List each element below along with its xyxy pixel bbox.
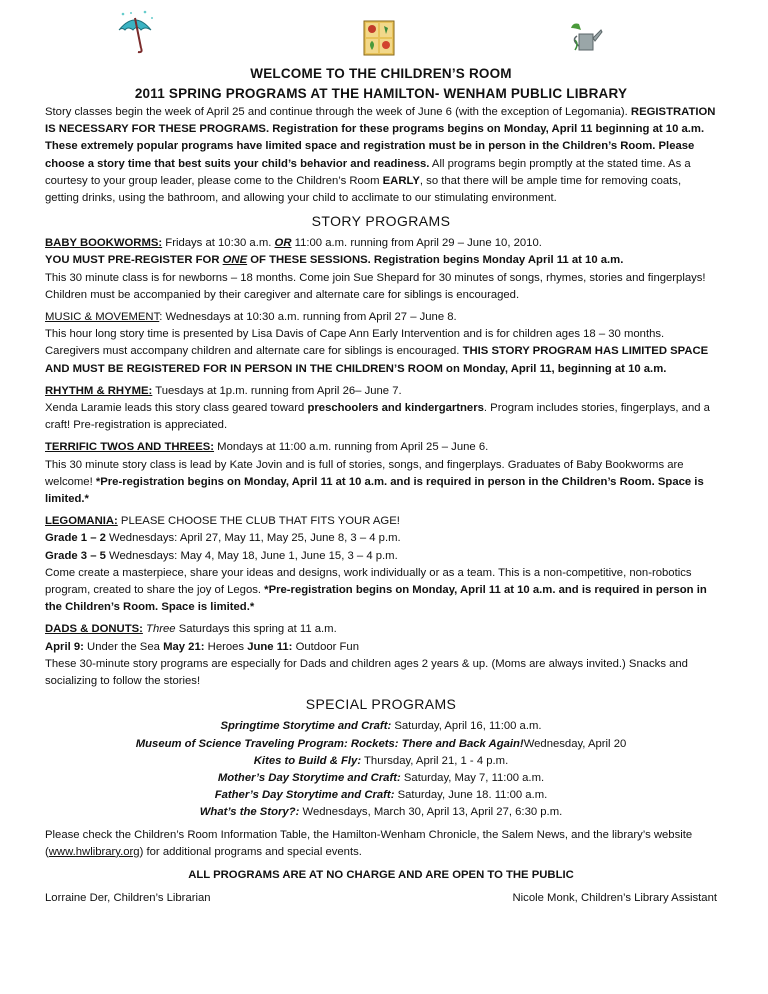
closing-paragraph <box>45 827 717 861</box>
closing-text-1: Please check the Children’s Room Information Table, the Hamilton-Wenham Chronicle, the Salem News, and the library’s website ( <box>45 828 693 858</box>
music-movement-label: MUSIC & MOVEMENT <box>45 311 160 324</box>
special-program-name: Father’s Day Storytime and Craft: <box>214 789 395 802</box>
intro-text-2: All programs begin promptly at the stated time. As a courtesy to your group leader, please come to the Children’s Room <box>45 157 691 187</box>
dads-may-21-label: May 21: <box>163 640 205 653</box>
no-charge-notice: ALL PROGRAMS ARE AT NO CHARGE AND ARE OPEN TO THE PUBLIC <box>188 868 574 881</box>
signature-row <box>45 890 717 907</box>
baby-bookworms-prereg-2: OF THESE SESSIONS. Registration begins Monday April 11 at 10 a.m. <box>247 254 624 267</box>
rhythm-rhyme-desc-2: . Program includes stories, fingerplays, and a craft! Pre-registration is appreciated. <box>45 402 710 432</box>
dads-april-9-theme: Under the Sea <box>83 640 164 653</box>
watering-can-icon <box>567 20 603 54</box>
intro-text-1: Story classes begin the week of April 25 and continue through the week of June 6 (with the exception of Legomania). <box>45 106 628 118</box>
dads-june-11-theme: Outdoor Fun <box>292 640 359 653</box>
dads-donuts-three: Three <box>146 623 176 636</box>
legomania-description: Come create a masterpiece, share your ideas and designs, work individually or as a team. This is a non-competitive, non-robotics program, created to share the joy of Legos. <box>45 566 692 597</box>
legomania-registration: *Pre-registration begins on Monday, April 11 at 10 a.m. and is required in person in the Children’s Room. Space is limited.* <box>45 584 707 614</box>
special-program-item <box>45 804 717 821</box>
baby-bookworms-schedule-2: 11:00 a.m. running from April 29 – June 10, 2010. <box>291 237 542 250</box>
library-website-link[interactable]: www.hwlibrary.org <box>48 845 140 858</box>
legomania-label: LEGOMANIA: <box>45 515 118 528</box>
legomania-grade-3-5-dates: Wednesdays: May 4, May 18, June 1, June 15, 3 – 4 p.m. <box>105 549 398 562</box>
rhythm-rhyme-block <box>45 383 717 435</box>
special-program-item <box>45 718 717 735</box>
baby-bookworms-prereg-1: YOU MUST PRE-REGISTER FOR <box>45 254 223 267</box>
special-program-item <box>45 770 717 787</box>
intro-text-3: , so that there will be ample time for removing coats, getting drinks, using the bathroom, and allowing your child to acclimate to our stimulating environment. <box>45 174 682 205</box>
title-programs: 2011 SPRING PROGRAMS AT THE HAMILTON- WENHAM PUBLIC LIBRARY <box>134 86 628 101</box>
legomania-intro: PLEASE CHOOSE THE CLUB THAT FITS YOUR AGE! <box>117 515 400 528</box>
title-welcome: WELCOME TO THE CHILDREN’S ROOM <box>250 66 512 81</box>
baby-bookworms-block <box>45 235 717 304</box>
terrific-twos-label: TERRIFIC TWOS AND THREES: <box>45 441 215 454</box>
music-movement-schedule: : Wednesdays at 10:30 a.m. running from April 27 – June 8. <box>159 311 457 324</box>
special-program-when: Wednesdays, March 30, April 13, April 27, 6:30 p.m. <box>299 806 563 819</box>
legomania-grade-1-2-dates: Wednesdays: April 27, May 11, May 25, June 8, 3 – 4 p.m. <box>105 532 401 545</box>
special-program-name: Kites to Build & Fly: <box>253 754 362 767</box>
legomania-grade-3-5-label: Grade 3 – 5 <box>45 549 106 562</box>
seed-packet-icon <box>362 20 396 56</box>
special-program-when: Saturday, June 18. 11:00 a.m. <box>394 789 548 802</box>
special-program-when: Wednesday, April 20 <box>523 737 627 750</box>
music-movement-description: This hour long story time is presented by Lisa Davis of Cape Ann Early Intervention and is for children ages 18 – 30 months. Caregivers must accompany children and alternate care for siblings is encouraged. <box>45 328 665 358</box>
baby-bookworms-description: This 30 minute class is for newborns – 18 months. Come join Sue Shepard for 30 minutes of songs, rhymes, stories and fingerplays! Children must be accompanied by their caregiver and alternate care for siblings is encouraged. <box>45 271 706 301</box>
baby-bookworms-or: OR <box>274 237 292 250</box>
umbrella-icon <box>115 10 155 54</box>
dads-may-21-theme: Heroes <box>204 640 248 653</box>
signature-librarian: Lorraine Der, Children’s Librarian <box>45 891 211 904</box>
closing-text-2: ) for additional programs and special events. <box>139 845 362 858</box>
rhythm-rhyme-label: RHYTHM & RHYME: <box>45 384 153 397</box>
special-program-name: What’s the Story?: <box>199 806 300 819</box>
special-program-name: Mother’s Day Storytime and Craft: <box>217 771 401 784</box>
legomania-grade-1-2-label: Grade 1 – 2 <box>45 532 106 545</box>
dads-june-11-label: June 11: <box>247 640 293 653</box>
dads-donuts-description: These 30-minute story programs are especially for Dads and children ages 2 years & up. (Moms are always invited.) Snacks and socializing to follow the stories! <box>45 657 688 688</box>
baby-bookworms-schedule-1: Fridays at 10:30 a.m. <box>162 237 275 250</box>
story-programs-heading: STORY PROGRAMS <box>311 213 451 230</box>
terrific-twos-registration: *Pre-registration begins on Monday, April 11 at 10 a.m. and is required in person in the Children’s Room. Space is limited.* <box>45 475 704 506</box>
flyer-page <box>45 0 717 907</box>
special-program-when: Thursday, April 21, 1 - 4 p.m. <box>361 754 509 767</box>
intro-registration-notice: REGISTRATION IS NECESSARY FOR THESE PROGRAMS. Registration for these programs begins on Monday, April 11 beginning at 10 a.m. These extremely popular programs have limited space and registration must be in person in the Children’s Room. Please choose a story time that best suits your child’s behavior and readiness. <box>45 106 716 170</box>
special-program-item <box>45 787 717 804</box>
music-movement-registration: THIS STORY PROGRAM HAS LIMITED SPACE AND MUST BE REGISTERED FOR IN PERSON IN THE CHILDREN’S ROOM on Monday, April 11, beginning at 10 a.m. <box>45 345 709 375</box>
dads-donuts-label: DADS & DONUTS: <box>45 623 143 636</box>
legomania-block <box>45 513 717 616</box>
terrific-twos-schedule: Mondays at 11:00 a.m. running from April 25 – June 6. <box>214 441 489 454</box>
special-program-item <box>45 753 717 770</box>
special-program-when: Saturday, May 7, 11:00 a.m. <box>400 771 545 784</box>
dads-donuts-block <box>45 621 717 690</box>
intro-early: EARLY <box>382 174 420 187</box>
special-program-name: Springtime Storytime and Craft: <box>220 720 392 733</box>
baby-bookworms-label: BABY BOOKWORMS: <box>45 237 163 250</box>
music-movement-block <box>45 309 717 378</box>
rhythm-rhyme-desc-1: Xenda Laramie leads this story class geared toward <box>45 402 308 415</box>
baby-bookworms-one: ONE <box>222 254 248 267</box>
rhythm-rhyme-audience: preschoolers and kindergartners <box>307 402 484 415</box>
rhythm-rhyme-schedule: Tuesdays at 1p.m. running from April 26– June 7. <box>152 384 402 397</box>
signature-assistant: Nicole Monk, Children’s Library Assistant <box>512 891 717 904</box>
special-programs-heading: SPECIAL PROGRAMS <box>305 696 457 713</box>
special-program-when: Saturday, April 16, 11:00 a.m. <box>391 720 542 733</box>
terrific-twos-description: This 30 minute story class is lead by Kate Jovin and is full of stories, songs, and fingerplays. Graduates of Baby Bookworms are welcome! <box>45 458 684 488</box>
special-program-item <box>45 736 717 753</box>
terrific-twos-block <box>45 439 717 508</box>
dads-april-9-label: April 9: <box>45 640 84 653</box>
special-program-name: Museum of Science Traveling Program: Rockets: There and Back Again! <box>135 737 524 750</box>
intro-paragraph <box>45 104 717 207</box>
header-icons <box>45 0 717 64</box>
dads-donuts-schedule: Saturdays this spring at 11 a.m. <box>175 623 337 636</box>
